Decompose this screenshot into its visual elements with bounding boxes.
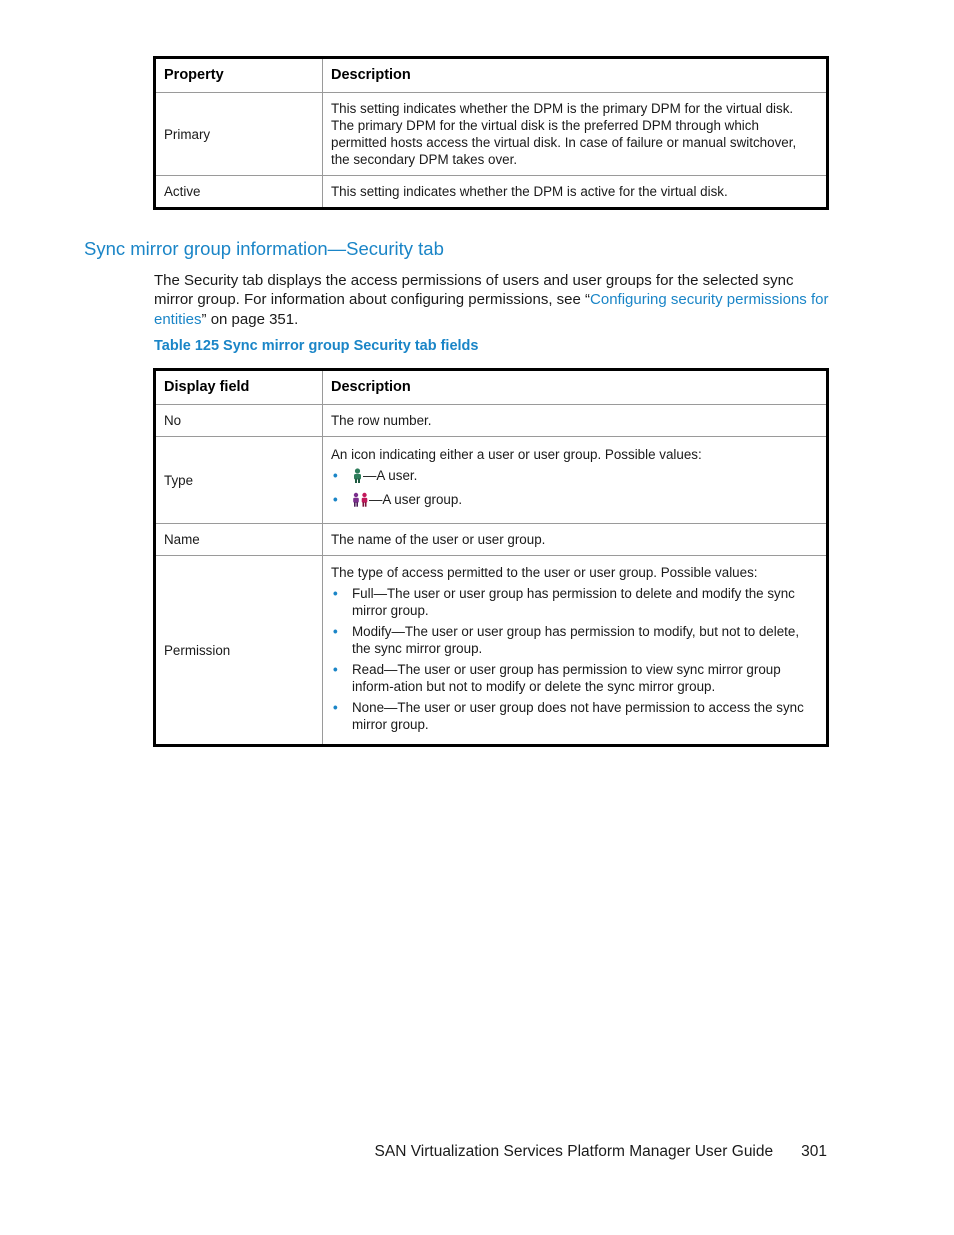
user-value-text: —A user. [363, 467, 418, 483]
field-cell: Name [155, 524, 323, 556]
section-paragraph [154, 271, 834, 329]
list-item [331, 585, 818, 619]
list-item [331, 661, 818, 695]
permission-value-text: Full—The user or user group has permission to delete and modify the sync mirror group. [352, 585, 795, 618]
table-row [155, 93, 828, 176]
description-cell [323, 437, 828, 524]
security-tab-fields-table [153, 368, 829, 747]
permission-value-text: Read—The user or user group has permission to view sync mirror group inform-ation but not to modify or delete the sync mirror group. [352, 661, 781, 694]
paragraph-text-end: ” on page 351. [201, 310, 299, 328]
description-cell: This setting indicates whether the DPM is the primary DPM for the virtual disk. The primary DPM for the virtual disk is the preferred DPM through which permitted hosts access the virtual disk. In case of failure or manual switchover, the secondary DPM takes over. [323, 93, 828, 176]
description-cell [323, 556, 828, 746]
bullet-icon: • [333, 699, 338, 715]
table-caption: Table 125 Sync mirror group Security tab fields [154, 338, 479, 354]
bullet-icon: • [333, 491, 338, 507]
table-row [155, 405, 828, 437]
bullet-icon: • [333, 467, 338, 483]
type-values-list [331, 467, 818, 511]
table-row [155, 556, 828, 746]
list-item [331, 467, 818, 487]
column-header-display-field: Display field [155, 370, 323, 405]
property-cell: Active [155, 176, 323, 209]
description-cell: This setting indicates whether the DPM is active for the virtual disk. [323, 176, 828, 209]
paragraph-text: The Security tab displays the access permissions of users and user groups for the selected sync mirror group. For information about configuring permissions, see “ [154, 272, 794, 309]
field-cell: No [155, 405, 323, 437]
column-header-description: Description [323, 58, 828, 93]
field-cell: Permission [155, 556, 323, 746]
permission-value-text: Modify—The user or user group has permission to modify, but not to delete, the sync mirror group. [352, 623, 800, 656]
list-item [331, 491, 818, 511]
list-item [331, 623, 818, 657]
column-header-property: Property [155, 58, 323, 93]
table-row [155, 176, 828, 209]
type-intro: An icon indicating either a user or user group. Possible values: [331, 446, 702, 462]
column-header-description: Description [323, 370, 828, 405]
cross-reference-link[interactable]: Configuring security permissions for entities [154, 291, 829, 328]
permission-values-list [331, 585, 818, 733]
user-group-value-text: —A user group. [369, 491, 463, 507]
bullet-icon: • [333, 585, 338, 601]
user-group-icon [352, 492, 369, 511]
footer-title: SAN Virtualization Services Platform Manager User Guide [374, 1143, 774, 1160]
description-cell: The name of the user or user group. [323, 524, 828, 556]
property-cell: Primary [155, 93, 323, 176]
table-row [155, 524, 828, 556]
table-header-row [155, 58, 828, 93]
section-heading: Sync mirror group information—Security tab [84, 238, 444, 259]
page-number: 301 [801, 1143, 827, 1160]
bullet-icon: • [333, 661, 338, 677]
user-icon [352, 468, 363, 487]
description-cell: The row number. [323, 405, 828, 437]
permission-intro: The type of access permitted to the user or user group. Possible values: [331, 564, 758, 580]
bullet-icon: • [333, 623, 338, 639]
field-cell: Type [155, 437, 323, 524]
page-footer [375, 1143, 827, 1161]
table-row [155, 437, 828, 524]
dpm-property-table [153, 56, 829, 210]
list-item [331, 699, 818, 733]
table-header-row [155, 370, 828, 405]
permission-value-text: None—The user or user group does not have permission to access the sync mirror group. [352, 699, 804, 732]
